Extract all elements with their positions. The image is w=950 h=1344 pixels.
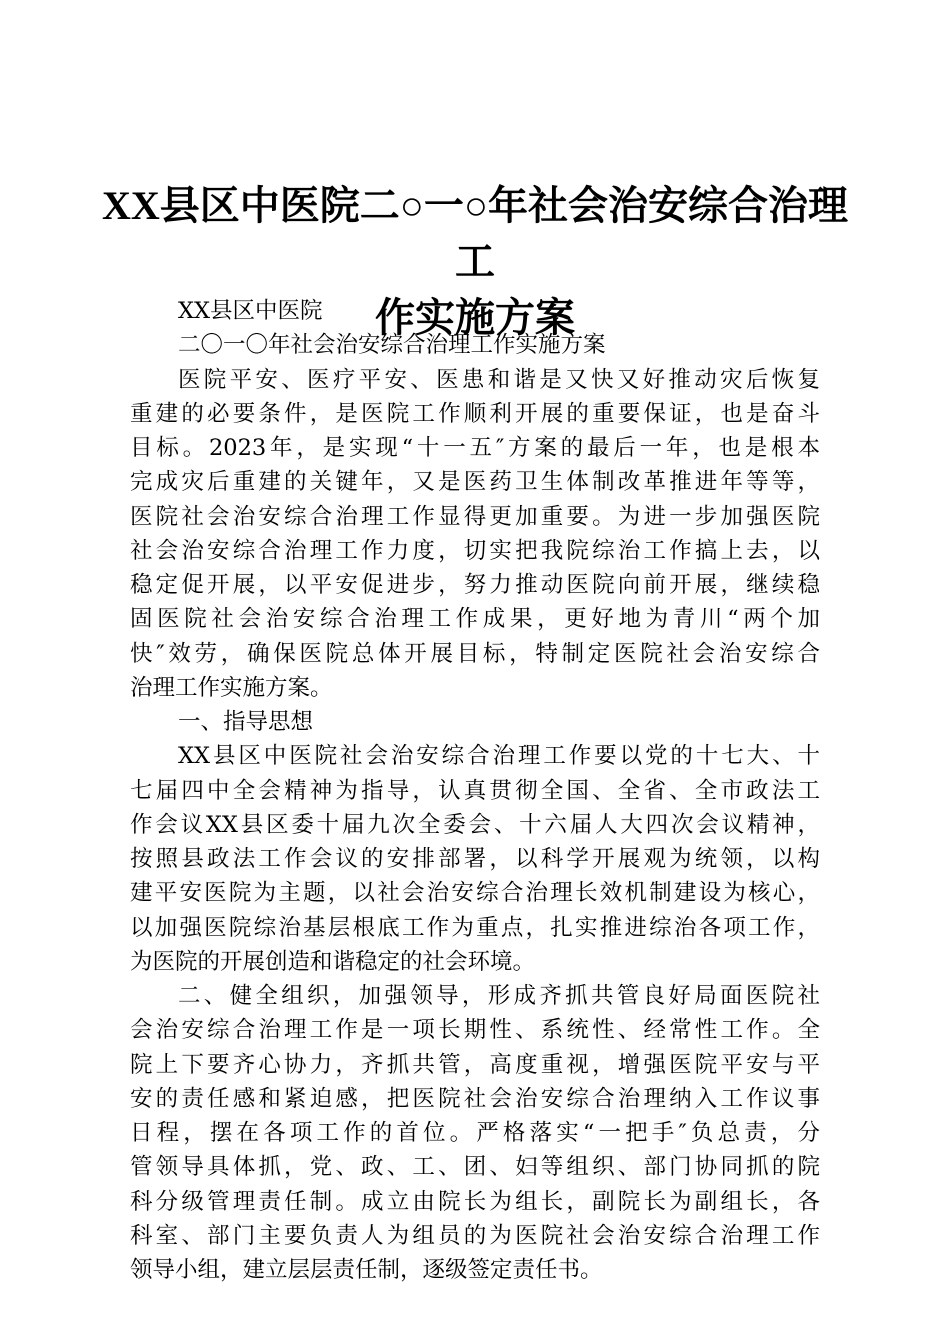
body-text-line: 医院平安、医疗平安、医患和谐是又快又好推动灾后恢复 (178, 366, 820, 393)
body-text-line: 日程，摆在各项工作的首位。严格落实“一把手″负总责，分 (130, 1120, 820, 1146)
body-text-line: 目标。2023年，是实现“十一五″方案的最后一年，也是根本 (130, 435, 820, 461)
body-text-line: 建平安医院为主题，以社会治安综合治理长效机制建设为核心， (130, 880, 820, 907)
body-text-line: 固医院社会治安综合治理工作成果，更好地为青川“两个加 (130, 606, 820, 633)
body-text-line: 稳定促开展，以平安促进步，努力推动医院向前开展，继续稳 (130, 572, 820, 598)
body-text-line: 会治安综合治理工作是一项长期性、系统性、经常性工作。全 (130, 1017, 820, 1044)
body-text-line: 管领导具体抓，党、政、工、团、妇等组织、部门协同抓的院 (130, 1154, 820, 1181)
title-line-2: 作实施方案 (375, 295, 575, 340)
title-line-1: XX县区中医院二○一○年社会治安综合治理工 (101, 183, 849, 284)
body-text-line: XX县区中医院 (178, 298, 323, 324)
body-text-line: 快″效劳，确保医院总体开展目标，特制定医院社会治安综合 (130, 640, 820, 667)
body-text-line: 按照县政法工作会议的安排部署，以科学开展观为统领，以构 (130, 846, 820, 872)
body-text-line: 科室、部门主要负责人为组员的为医院社会治安综合治理工作 (130, 1222, 820, 1249)
document-body (130, 294, 820, 1287)
body-text-line: 院上下要齐心协力，齐抓共管，高度重视，增强医院平安与平 (130, 1051, 820, 1078)
body-text-line: 作会议XX县区委十届九次全委会、十六届人大四次会议精神， (130, 811, 820, 838)
body-text-line: 科分级管理责任制。成立由院长为组长，副院长为副组长，各 (130, 1188, 820, 1215)
body-text-line: 一、指导思想 (178, 709, 314, 735)
body-text-line: 完成灾后重建的关键年，又是医药卫生体制改革推进年等等， (130, 469, 820, 496)
body-text-line: 为医院的开展创造和谐稳定的社会环境。 (130, 948, 536, 975)
body-text-line: 重建的必要条件，是医院工作顺利开展的重要保证，也是奋斗 (130, 400, 820, 427)
body-text-line: 七届四中全会精神为指导，认真贯彻全国、全省、全市政法工 (130, 777, 820, 804)
body-text-line: XX县区中医院社会治安综合治理工作要以党的十七大、十 (178, 743, 820, 770)
body-text-line: 治理工作实施方案。 (130, 674, 333, 701)
body-text-line: 社会治安综合治理工作力度，切实把我院综治工作搞上去，以 (130, 537, 820, 564)
body-text-line: 以加强医院综治基层根底工作为重点，扎实推进综治各项工作， (130, 914, 820, 941)
body-text-line: 领导小组，建立层层责任制，逐级签定责任书。 (130, 1257, 603, 1283)
body-text-line: 二〇一〇年社会治安综合治理工作实施方案 (178, 332, 606, 359)
body-text-line: 二、健全组织，加强领导，形成齐抓共管良好局面医院社 (178, 983, 820, 1009)
body-text-line: 医院社会治安综合治理工作显得更加重要。为进一步加强医院 (130, 503, 820, 530)
body-text-line: 安的责任感和紧迫感，把医院社会治安综合治理纳入工作议事 (130, 1085, 820, 1112)
